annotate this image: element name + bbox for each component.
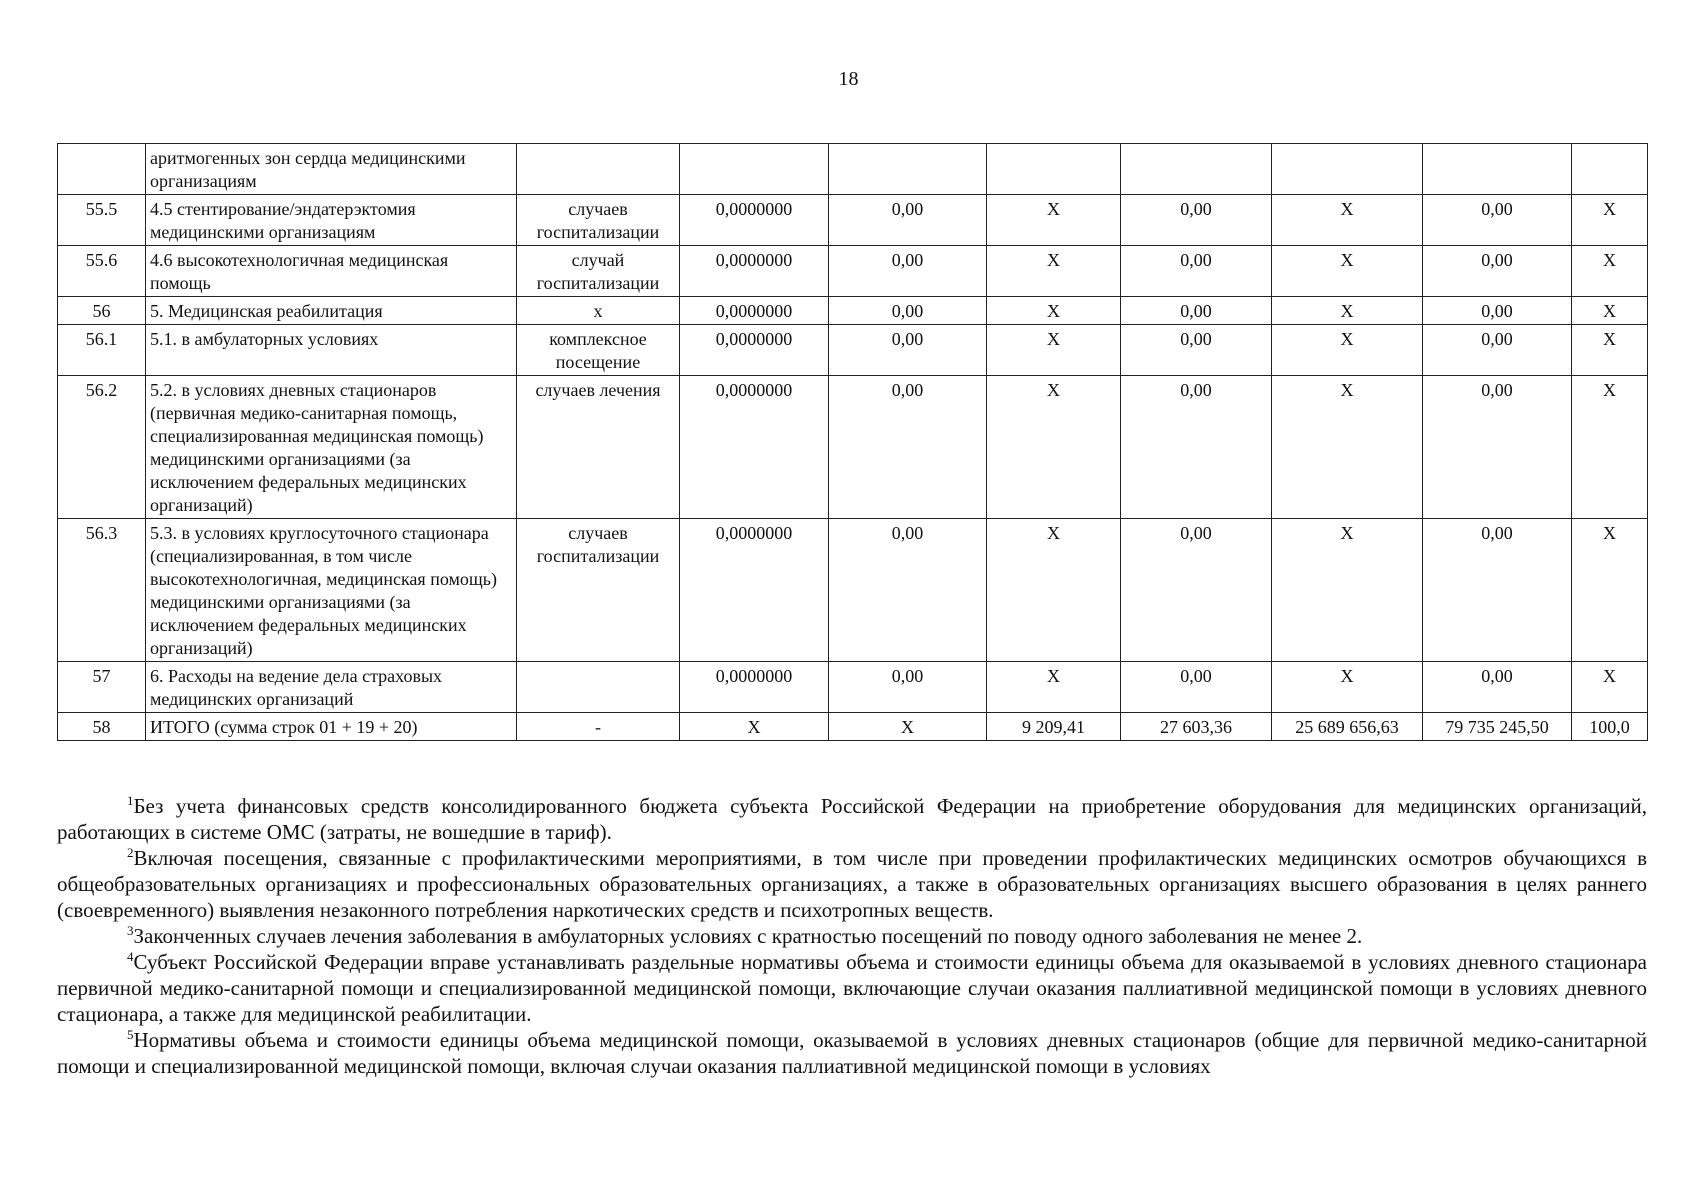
per-capita-budget-cell	[987, 144, 1121, 195]
oms-total-cell: 0,00	[1423, 195, 1572, 246]
row-unit-cell	[517, 144, 680, 195]
normative-cost-cell: 0,00	[829, 662, 987, 713]
budget-total-cell: X	[1272, 246, 1423, 297]
percent-cell: X	[1572, 195, 1648, 246]
percent-cell: X	[1572, 662, 1648, 713]
normative-cost-cell	[829, 144, 987, 195]
oms-total-cell: 0,00	[1423, 662, 1572, 713]
row-name-cell: 4.6 высокотехнологичная медицинская помощь	[146, 246, 517, 297]
row-unit-cell: случай госпитализации	[517, 246, 680, 297]
per-capita-oms-cell	[1121, 144, 1272, 195]
per-capita-oms-cell: 27 603,36	[1121, 713, 1272, 741]
row-name-cell: 6. Расходы на ведение дела страховых медицинских организаций	[146, 662, 517, 713]
row-number-cell: 56.3	[58, 519, 146, 662]
table-row	[58, 144, 1648, 195]
row-unit-cell	[517, 662, 680, 713]
table-row	[58, 376, 1648, 519]
percent-cell: X	[1572, 297, 1648, 325]
row-name-cell: 4.5 стентирование/эндатерэктомия медицинскими организациям	[146, 195, 517, 246]
row-number-cell: 56.2	[58, 376, 146, 519]
row-unit-cell: случаев госпитализации	[517, 195, 680, 246]
per-capita-budget-cell: X	[987, 325, 1121, 376]
percent-cell: 100,0	[1572, 713, 1648, 741]
footnote-mark: 1	[127, 793, 134, 808]
oms-total-cell: 0,00	[1423, 325, 1572, 376]
row-number-cell: 55.5	[58, 195, 146, 246]
table-row	[58, 713, 1648, 741]
budget-total-cell: X	[1272, 325, 1423, 376]
normative-cost-cell: 0,00	[829, 246, 987, 297]
page-number: 18	[838, 68, 859, 90]
per-capita-budget-cell: 9 209,41	[987, 713, 1121, 741]
budget-total-cell: X	[1272, 519, 1423, 662]
row-unit-cell: случаев госпитализации	[517, 519, 680, 662]
budget-total-cell: X	[1272, 195, 1423, 246]
normative-volume-cell: 0,0000000	[680, 297, 829, 325]
normative-volume-cell: 0,0000000	[680, 376, 829, 519]
budget-total-cell: 25 689 656,63	[1272, 713, 1423, 741]
oms-total-cell: 0,00	[1423, 519, 1572, 662]
percent-cell: X	[1572, 325, 1648, 376]
footnote	[57, 923, 1647, 949]
footnote-mark: 2	[127, 845, 134, 860]
table-row	[58, 195, 1648, 246]
normative-volume-cell: 0,0000000	[680, 325, 829, 376]
row-unit-cell: х	[517, 297, 680, 325]
row-number-cell	[58, 144, 146, 195]
table-row	[58, 246, 1648, 297]
per-capita-budget-cell: X	[987, 195, 1121, 246]
footnote	[57, 845, 1647, 923]
oms-total-cell: 0,00	[1423, 376, 1572, 519]
row-number-cell: 57	[58, 662, 146, 713]
footnote-text: Нормативы объема и стоимости единицы объема медицинской помощи, оказываемой в условиях дневных стационаров (общие для первичной медико-санитарной помощи и специализированной медицинской помощи, включая случаи оказания паллиативной медицинской помощи в условиях	[57, 1028, 1647, 1078]
budget-total-cell: X	[1272, 662, 1423, 713]
per-capita-oms-cell: 0,00	[1121, 195, 1272, 246]
data-table	[57, 143, 1648, 741]
normative-cost-cell: 0,00	[829, 519, 987, 662]
normative-cost-cell: X	[829, 713, 987, 741]
budget-total-cell	[1272, 144, 1423, 195]
row-number-cell: 56	[58, 297, 146, 325]
footnote-text: Без учета финансовых средств консолидированного бюджета субъекта Российской Федерации на приобретение оборудования для медицинских организаций, работающих в системе ОМС (затраты, не вошедшие в тариф).	[57, 794, 1647, 844]
footnote-mark: 3	[127, 923, 134, 938]
budget-total-cell: X	[1272, 297, 1423, 325]
normative-cost-cell: 0,00	[829, 297, 987, 325]
normative-volume-cell: X	[680, 713, 829, 741]
row-name-cell: 5.1. в амбулаторных условиях	[146, 325, 517, 376]
row-unit-cell: комплексное посещение	[517, 325, 680, 376]
per-capita-oms-cell: 0,00	[1121, 297, 1272, 325]
footnote-mark: 4	[127, 949, 134, 964]
row-number-cell: 58	[58, 713, 146, 741]
footnote	[57, 793, 1647, 845]
per-capita-oms-cell: 0,00	[1121, 662, 1272, 713]
per-capita-budget-cell: X	[987, 246, 1121, 297]
oms-total-cell	[1423, 144, 1572, 195]
footnote-mark: 5	[127, 1027, 134, 1042]
percent-cell: X	[1572, 246, 1648, 297]
table-row	[58, 297, 1648, 325]
per-capita-oms-cell: 0,00	[1121, 519, 1272, 662]
per-capita-budget-cell: X	[987, 662, 1121, 713]
footnote	[57, 949, 1647, 1027]
table-body	[58, 144, 1648, 741]
normative-cost-cell: 0,00	[829, 325, 987, 376]
normative-volume-cell: 0,0000000	[680, 195, 829, 246]
percent-cell	[1572, 144, 1648, 195]
per-capita-budget-cell: X	[987, 519, 1121, 662]
normative-volume-cell: 0,0000000	[680, 246, 829, 297]
normative-volume-cell: 0,0000000	[680, 519, 829, 662]
normative-cost-cell: 0,00	[829, 195, 987, 246]
normative-cost-cell: 0,00	[829, 376, 987, 519]
footnote	[57, 1027, 1647, 1079]
footnote-text: Законченных случаев лечения заболевания в амбулаторных условиях с кратностью посещений по поводу одного заболевания не менее 2.	[133, 924, 1363, 948]
row-name-cell: ИТОГО (сумма строк 01 + 19 + 20)	[146, 713, 517, 741]
normative-volume-cell: 0,0000000	[680, 662, 829, 713]
oms-total-cell: 79 735 245,50	[1423, 713, 1572, 741]
footnote-text: Включая посещения, связанные с профилактическими мероприятиями, в том числе при проведении профилактических медицинских осмотров обучающихся в общеобразовательных организациях и профессиональных образовательных организациях, а также в образовательных организациях высшего образования в целях раннего (своевременного) выявления незаконного потребления наркотических средств и психотропных веществ.	[57, 846, 1647, 922]
normative-volume-cell	[680, 144, 829, 195]
row-unit-cell: случаев лечения	[517, 376, 680, 519]
percent-cell: X	[1572, 519, 1648, 662]
row-unit-cell: -	[517, 713, 680, 741]
per-capita-oms-cell: 0,00	[1121, 325, 1272, 376]
footnote-text: Субъект Российской Федерации вправе устанавливать раздельные нормативы объема и стоимости единицы объема для оказываемой в условиях дневного стационара первичной медико-санитарной помощи и специализированной медицинской помощи, включающие случаи оказания паллиативной медицинской помощи в условиях дневного стационара, а также для медицинской реабилитации.	[57, 950, 1647, 1026]
row-name-cell: 5.2. в условиях дневных стационаров (первичная медико-санитарная помощь, специализированная медицинская помощь) медицинскими организациями (за исключением федеральных медицинских организаций)	[146, 376, 517, 519]
row-name-cell: аритмогенных зон сердца медицинскими организациям	[146, 144, 517, 195]
table-row	[58, 519, 1648, 662]
row-number-cell: 55.6	[58, 246, 146, 297]
table-row	[58, 662, 1648, 713]
per-capita-budget-cell: X	[987, 297, 1121, 325]
per-capita-oms-cell: 0,00	[1121, 376, 1272, 519]
oms-total-cell: 0,00	[1423, 246, 1572, 297]
budget-total-cell: X	[1272, 376, 1423, 519]
row-name-cell: 5.3. в условиях круглосуточного стационара (специализированная, в том числе высокотехнологичная, медицинская помощь) медицинскими организациями (за исключением федеральных медицинских организаций)	[146, 519, 517, 662]
footnotes	[57, 793, 1647, 1079]
per-capita-oms-cell: 0,00	[1121, 246, 1272, 297]
per-capita-budget-cell: X	[987, 376, 1121, 519]
oms-total-cell: 0,00	[1423, 297, 1572, 325]
row-name-cell: 5. Медицинская реабилитация	[146, 297, 517, 325]
percent-cell: X	[1572, 376, 1648, 519]
row-number-cell: 56.1	[58, 325, 146, 376]
table-row	[58, 325, 1648, 376]
